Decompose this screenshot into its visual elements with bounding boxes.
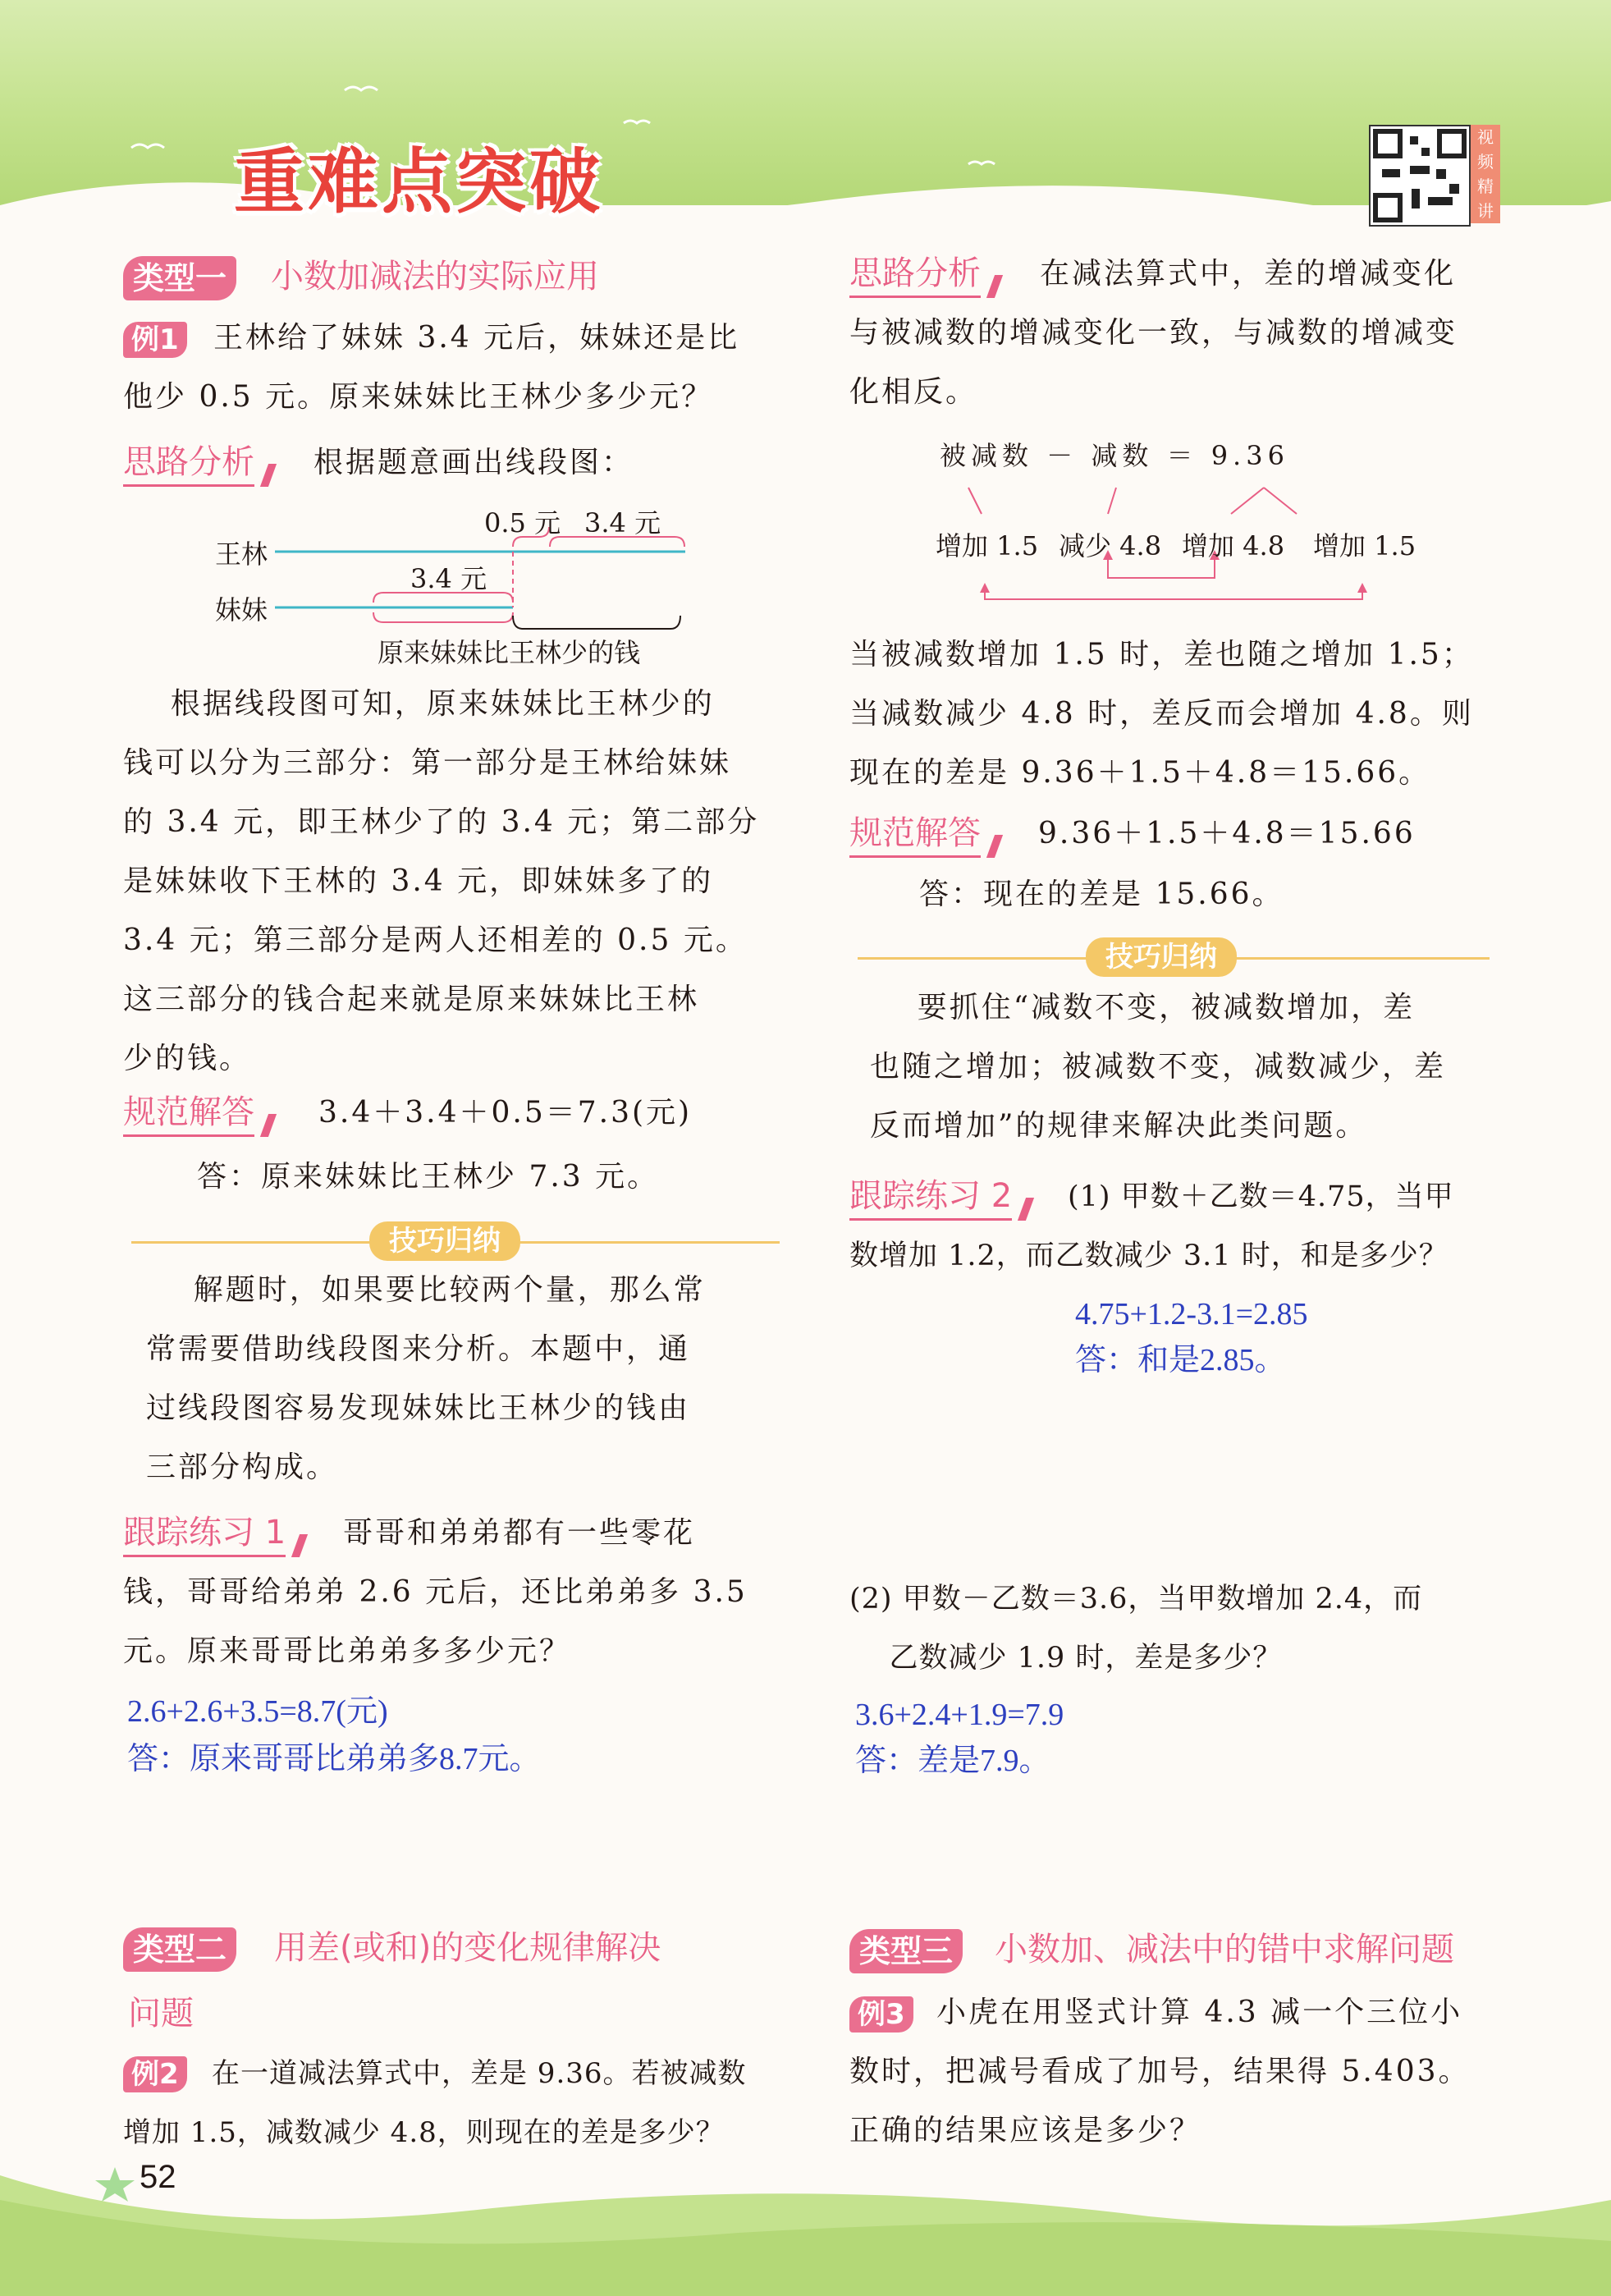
practice2-label: 跟踪练习 2 — [849, 1174, 1012, 1221]
practice2-answer1-eq: 4.75+1.2-3.1=2.85 — [1075, 1297, 1308, 1331]
practice2-question1: (1) 甲数＋乙数＝4.75，当甲 数增加 1.2，而乙数减少 3.1 时，和是多少？ — [849, 1180, 1454, 1272]
diagram-seg-34-top: 3.4 元 — [584, 507, 661, 538]
qr-code-icon[interactable] — [1369, 125, 1471, 227]
tip-header-right — [858, 937, 1490, 978]
example2-text: 在一道减法算式中，差是 9.36。若被减数 增加 1.5，减数减少 4.8，则现在的差是多少？ — [123, 2057, 747, 2149]
diagram-meimei: 妹妹 — [215, 594, 268, 626]
diagram-label-d: 增加 1.5 — [1313, 530, 1416, 561]
example2-badge: 例2 — [123, 2056, 187, 2092]
diagram-seg-34-mid: 3.4 元 — [410, 563, 487, 594]
type1-title: 小数加减法的实际应用 — [271, 258, 599, 296]
practice1-answer: 答：原来哥哥比弟弟多8.7元。 — [127, 1742, 541, 1776]
diagram-label-c: 增加 4.8 — [1182, 530, 1285, 561]
diagram-wanglin: 王林 — [215, 538, 268, 570]
example1-badge: 例1 — [123, 322, 187, 358]
tip-text-left: 解题时，如果要比较两个量，那么常 常需要借助线段图来分析。本题中，通 过线段图容易发现妹妹比王林少的钱由 三部分构成。 — [146, 1273, 706, 1484]
practice2-answer2: 答：差是7.9。 — [855, 1744, 1050, 1778]
solution-label-left: 规范解答 — [123, 1090, 254, 1137]
page-title: 重难点突破 — [234, 141, 603, 223]
type3-badge: 类型三 — [849, 1929, 963, 1973]
practice2-question2: (2) 甲数－乙数＝3.6，当甲数增加 2.4，而 乙数减少 1.9 时，差是多少？ — [849, 1583, 1423, 1675]
solution-eq-left: 3.4＋3.4＋0.5＝7.3(元) — [318, 1096, 693, 1130]
practice1-label: 跟踪练习 1 — [123, 1510, 286, 1557]
solution-answer-right: 答：现在的差是 15.66。 — [919, 878, 1284, 911]
page-number: 52 — [140, 2159, 176, 2195]
explain-text-left: 根据线段图可知，原来妹妹比王林少的 钱可以分为三部分：第一部分是王林给妹妹 的 3.4 元，即王林少了的 3.4 元；第二部分 是妹妹收下王林的 3.4 元，即妹妹多了的 3.4 元；第三部分是两人还相差的 0.5 元。 这三部分的钱合起来就是原来妹妹比王林 少的钱。 — [123, 687, 760, 1075]
type2-title-line2: 问题 — [128, 1995, 194, 2032]
practice1-text: 哥哥和弟弟都有一些零花 钱，哥哥给弟弟 2.6 元后，还比弟弟多 3.5 元。原来哥哥比弟弟多多少元？ — [123, 1516, 748, 1668]
analysis-text-left: 根据题意画出线段图： — [314, 446, 634, 479]
footer-band — [0, 2142, 1611, 2296]
diagram-label-b: 减少 4.8 — [1059, 530, 1162, 561]
diagram-bottom-label: 原来妹妹比王林少的钱 — [378, 637, 641, 668]
tip-header-left — [131, 1221, 780, 1263]
tip-label-left: 技巧归纳 — [369, 1221, 520, 1261]
type2-title-line1: 用差(或和)的变化规律解决 — [274, 1929, 661, 1967]
diagram-label-a: 增加 1.5 — [936, 530, 1039, 561]
explain-text-right: 当被减数增加 1.5 时，差也随之增加 1.5； 当减数减少 4.8 时，差反而会增加 4.8。则 现在的差是 9.36＋1.5＋4.8＝15.66。 — [849, 638, 1474, 790]
tip-label-right: 技巧归纳 — [1086, 937, 1237, 977]
analysis-text-right: 在减法算式中，差的增减变化 与被减数的增减变化一致，与减数的增减变 化相反。 — [849, 257, 1458, 409]
analysis-label-right: 思路分析 — [849, 251, 981, 298]
type1-badge: 类型一 — [123, 256, 236, 300]
star-icon — [95, 2167, 135, 2202]
solution-eq-right: 9.36＋1.5＋4.8＝15.66 — [1038, 817, 1416, 850]
tip-text-right: 要抓住“减数不变，被减数增加，差 也随之增加；被减数不变，减数减少，差 反而增加”的规律来解决此类问题。 — [870, 991, 1447, 1143]
practice1-answer-eq: 2.6+2.6+3.5=8.7(元) — [127, 1694, 388, 1729]
qr-tag: 视频精讲 — [1471, 125, 1500, 223]
diagram-formula: 被减数 － 减数 ＝ 9.36 — [940, 440, 1289, 471]
solution-answer-left: 答：原来妹妹比王林少 7.3 元。 — [197, 1160, 660, 1194]
practice2-answer2-eq: 3.6+2.4+1.9=7.9 — [855, 1698, 1064, 1732]
diagram-seg-05: 0.5 元 — [484, 507, 561, 538]
solution-label-right: 规范解答 — [849, 811, 981, 858]
type3-title: 小数加、减法中的错中求解问题 — [995, 1931, 1454, 1968]
practice2-answer1: 答：和是2.85。 — [1075, 1343, 1286, 1377]
example1-text: 王林给了妹妹 3.4 元后，妹妹还是比 他少 0.5 元。原来妹妹比王林少多少元？ — [123, 321, 740, 414]
example3-badge: 例3 — [849, 1996, 913, 2032]
example3-text: 小虎在用竖式计算 4.3 减一个三位小 数时，把减号看成了加号，结果得 5.403。 正确的结果应该是多少？ — [849, 1996, 1471, 2147]
analysis-label-left: 思路分析 — [123, 440, 254, 487]
type2-badge: 类型二 — [123, 1927, 236, 1972]
